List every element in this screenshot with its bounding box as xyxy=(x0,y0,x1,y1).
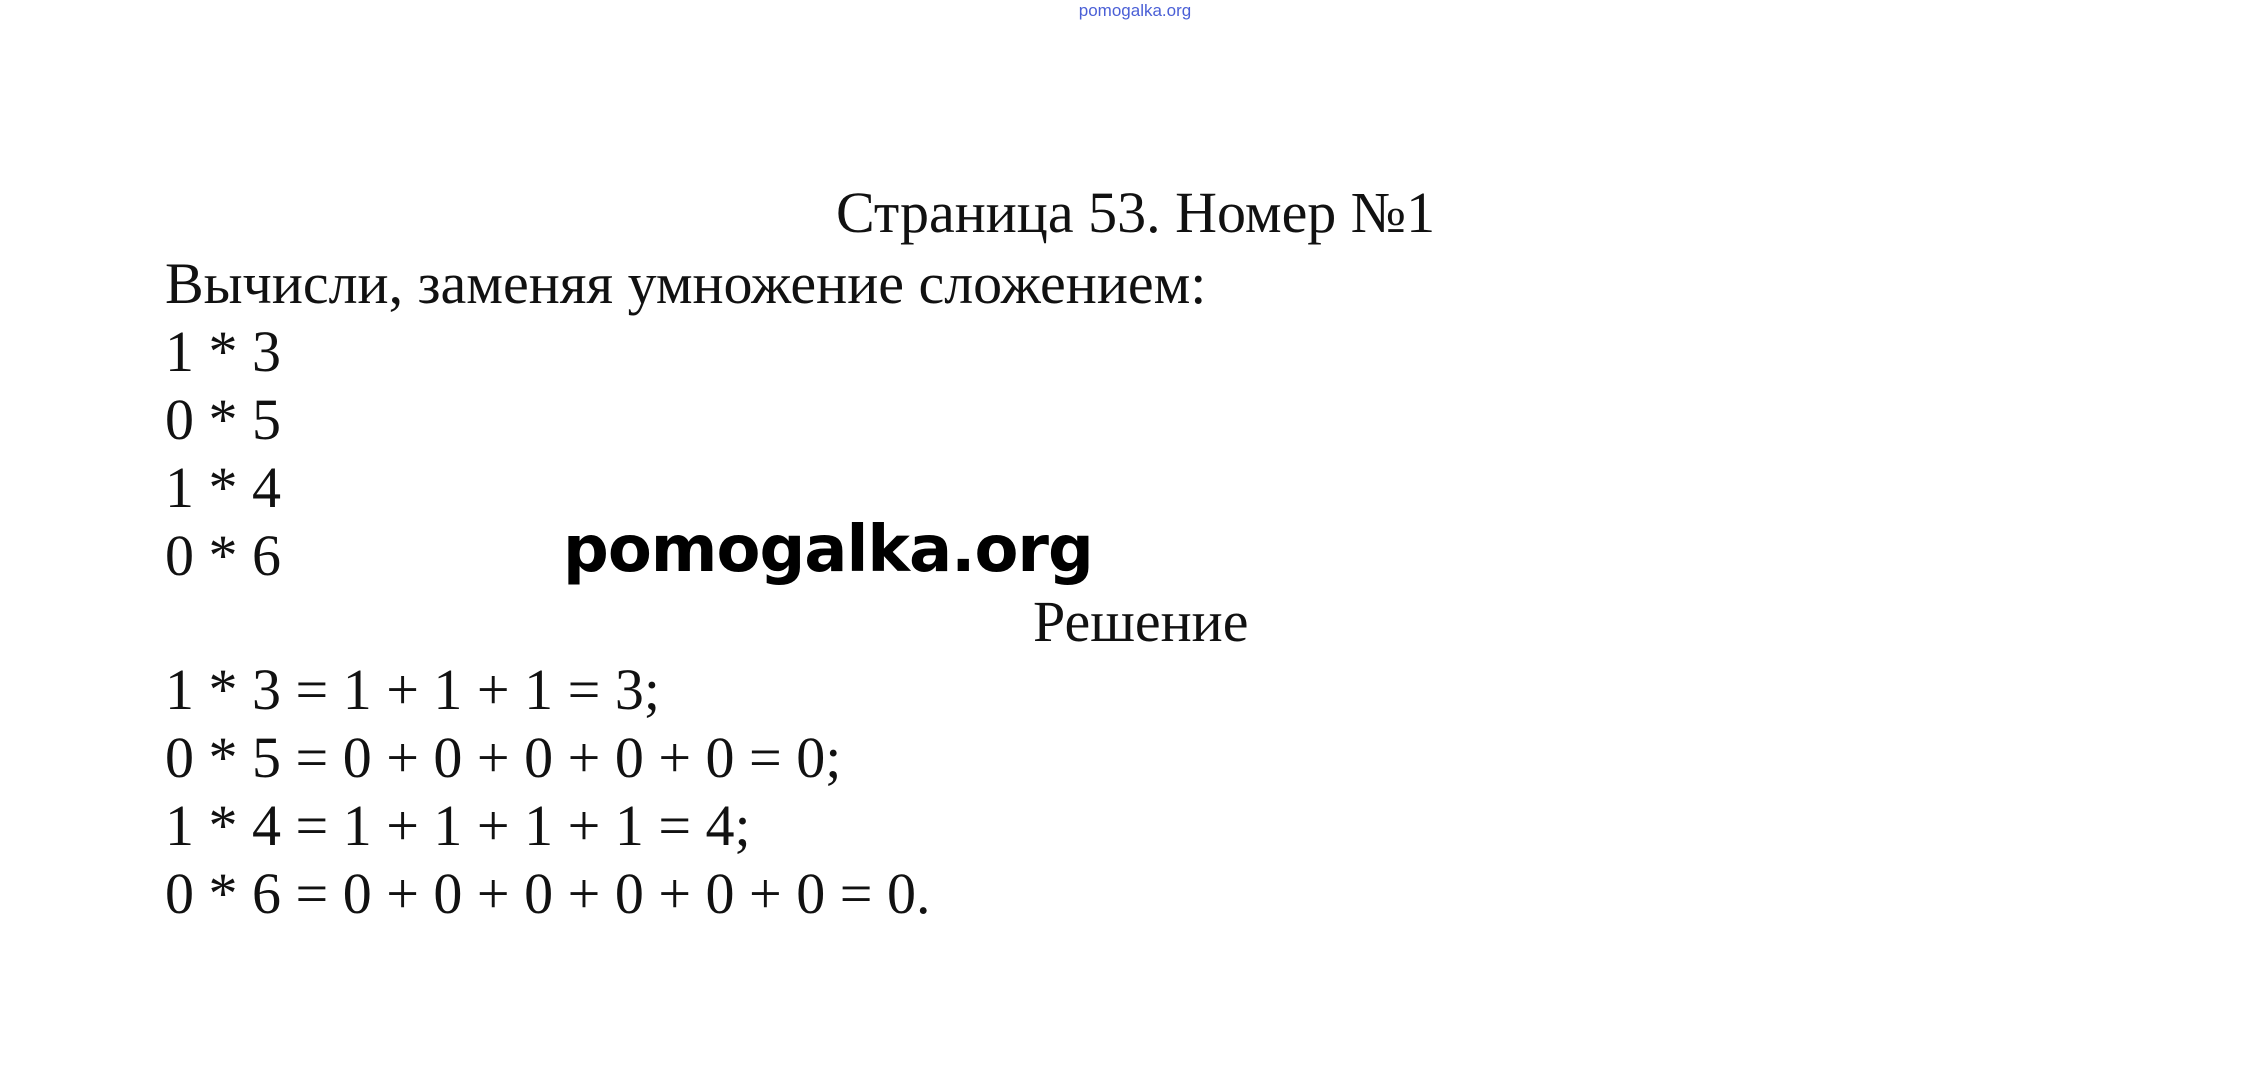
watermark-text: pomogalka.org xyxy=(563,513,1093,587)
task-instruction: Вычисли, заменяя умножение сложением: xyxy=(165,251,1207,316)
task-expression: 0 * 6 xyxy=(165,523,281,588)
task-expression: 1 * 3 xyxy=(165,319,281,384)
solution-heading: Решение xyxy=(1033,589,1249,654)
solution-line: 1 * 4 = 1 + 1 + 1 + 1 = 4; xyxy=(165,793,751,858)
task-expression: 0 * 5 xyxy=(165,387,281,452)
page-title: Страница 53. Номер №1 xyxy=(836,180,1436,245)
solution-line: 0 * 6 = 0 + 0 + 0 + 0 + 0 + 0 = 0. xyxy=(165,861,931,926)
site-header-link[interactable]: pomogalka.org xyxy=(1078,1,1192,20)
solution-line: 1 * 3 = 1 + 1 + 1 = 3; xyxy=(165,657,660,722)
task-expression: 1 * 4 xyxy=(165,455,281,520)
solution-line: 0 * 5 = 0 + 0 + 0 + 0 + 0 = 0; xyxy=(165,725,842,790)
